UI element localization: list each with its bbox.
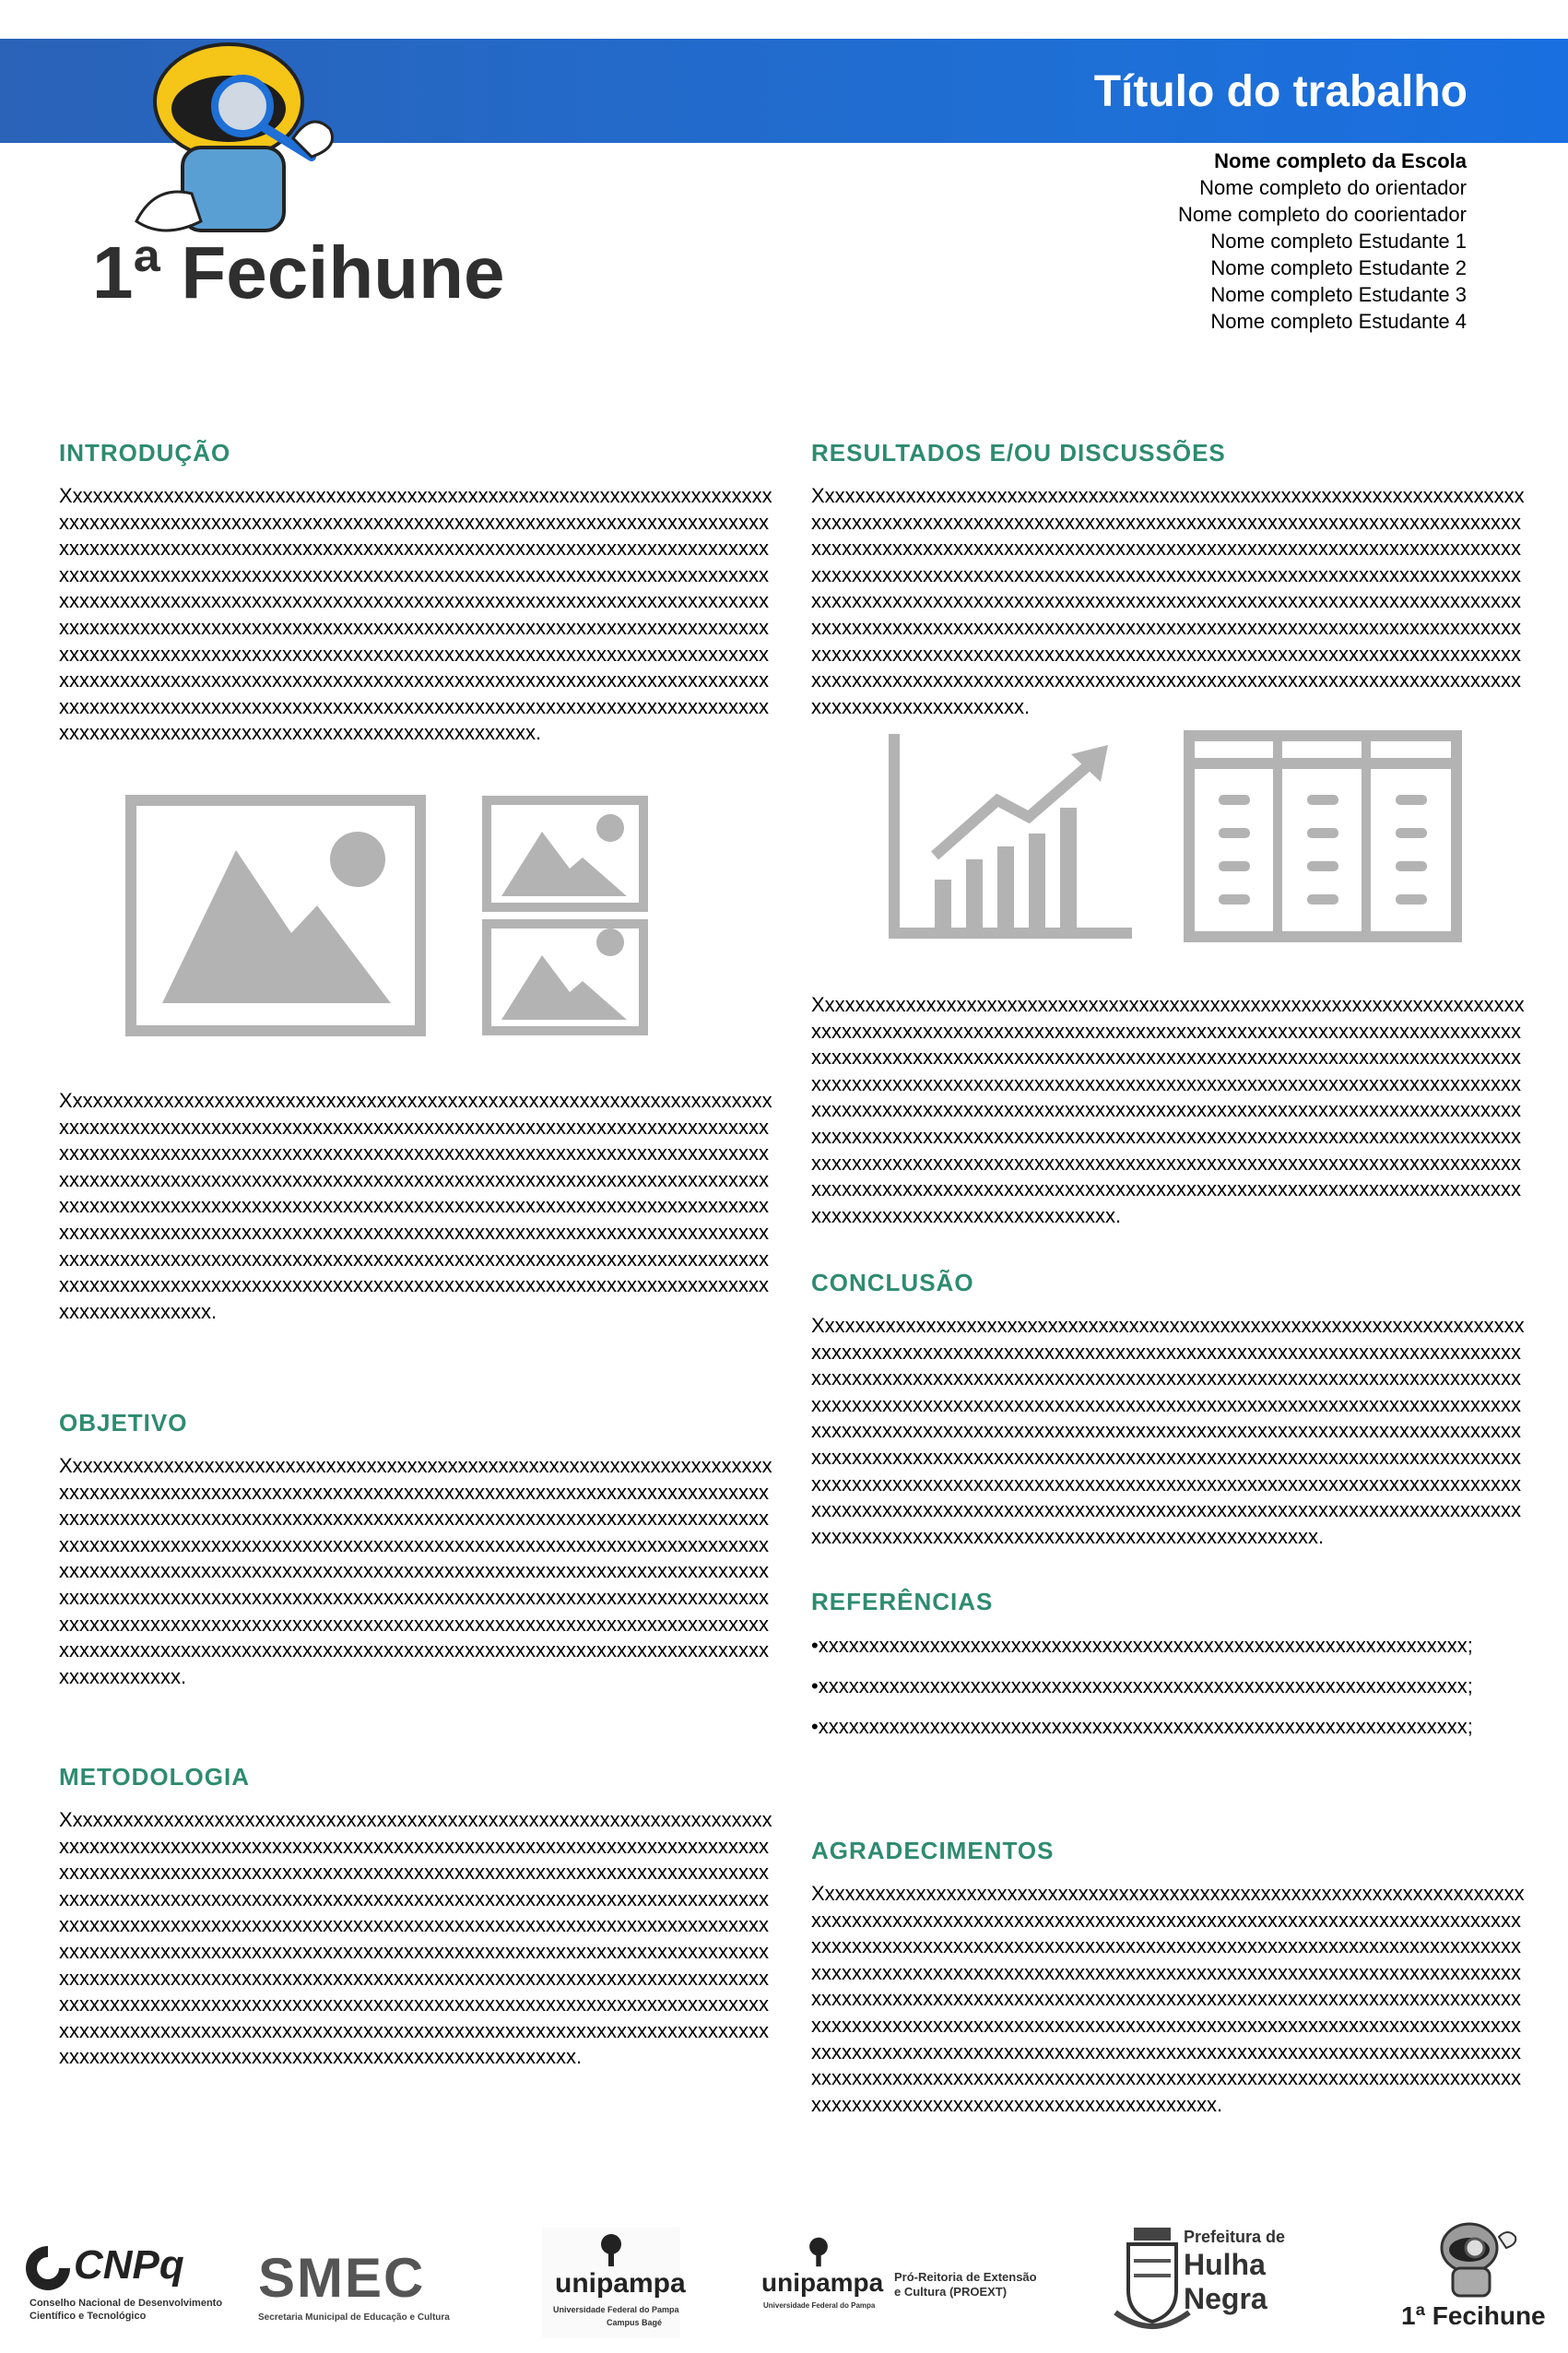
table-icon [1184, 730, 1462, 942]
section-text-objetivo: Xxxxxxxxxxxxxxxxxxxxxxxxxxxxxxxxxxxxxxxxxxxxxxxxxxxxxxxxxxxxxxxxxxxxxxxxxxxxxxxxxxxxxxxxxxxxxxxxxxxxxxxxxxxxxxxxxxxxxxxxxxxxxxxxxxxxxxxxxxxxxxxxxxxxxxxxxxxxxxxxxxxxxxxxxxxxxxxxxxxxxxxxxxxxxxxxxxxxxxxxxxxxxxxxxxxxxxxxxxxxxxxxxxxxxxxxxxxxxxxxxxxxxxxxxxxxxxxxxxxxxxxxxxxxxxxxxxxxxxxxxxxxxxxxxxxxxxxxxxxxxxxxxxxxxxxxxxxxxxxxxxxxxxxxxxxxxxxxxxxxxxxxxxxxxxxxxxxxxxxxxxxxxxxxxxxxxxxxxxxxxxxxxxxxxxxxxxxxxxxxxxxxxxxxxxxxxxxxxxxxxxxxxxxxxxxxxxxxxxxxxxxxxxxxxxxxxxxxxxxxxxxxxxxxxxxxxxxxxxxxxxxxxxxxxxxxxxxxxxxxxxxxxxxxxxxxxxxxxxxxxxxxxxxxxxxxxxxxxxxxxxxxxxxxxxxxxxxxxxxxxxxxxxxxxxxx. [59, 1454, 772, 1688]
poster-title: Título do trabalho [1093, 67, 1468, 116]
unipampa-tree-icon [802, 2235, 835, 2268]
reference-item: •xxxxxxxxxxxxxxxxxxxxxxxxxxxxxxxxxxxxxxxxxxxxxxxxxxxxxxxxxxxxxxxx; [811, 1674, 1473, 1697]
student-name: Nome completo Estudante 3 [1210, 283, 1467, 306]
section-title-agradecimentos: AGRADECIMENTOS [811, 1837, 1055, 1864]
section-text-resultados: Xxxxxxxxxxxxxxxxxxxxxxxxxxxxxxxxxxxxxxxxxxxxxxxxxxxxxxxxxxxxxxxxxxxxxxxxxxxxxxxxxxxxxxxxxxxxxxxxxxxxxxxxxxxxxxxxxxxxxxxxxxxxxxxxxxxxxxxxxxxxxxxxxxxxxxxxxxxxxxxxxxxxxxxxxxxxxxxxxxxxxxxxxxxxxxxxxxxxxxxxxxxxxxxxxxxxxxxxxxxxxxxxxxxxxxxxxxxxxxxxxxxxxxxxxxxxxxxxxxxxxxxxxxxxxxxxxxxxxxxxxxxxxxxxxxxxxxxxxxxxxxxxxxxxxxxxxxxxxxxxxxxxxxxxxxxxxxxxxxxxxxxxxxxxxxxxxxxxxxxxxxxxxxxxxxxxxxxxxxxxxxxxxxxxxxxxxxxxxxxxxxxxxxxxxxxxxxxxxxxxxxxxxxxxxxxxxxxxxxxxxxxxxxxxxxxxxxxxxxxxxxxxxxxxxxxxxxxxxxxxxxxxxxxxxxxxxxxxxxxxxxxxxxxxxxxxxxxxxxxxxxxxxxxxxxxxxxxxxxxxxxxxxxxxxxxxxxxxxxxxxxxxxxxxxxxxxxxxxxxxx. [811, 484, 1525, 718]
coadvisor-name: Nome completo do coorientador [1177, 203, 1467, 226]
section-text-introducao: Xxxxxxxxxxxxxxxxxxxxxxxxxxxxxxxxxxxxxxxxxxxxxxxxxxxxxxxxxxxxxxxxxxxxxxxxxxxxxxxxxxxxxxxxxxxxxxxxxxxxxxxxxxxxxxxxxxxxxxxxxxxxxxxxxxxxxxxxxxxxxxxxxxxxxxxxxxxxxxxxxxxxxxxxxxxxxxxxxxxxxxxxxxxxxxxxxxxxxxxxxxxxxxxxxxxxxxxxxxxxxxxxxxxxxxxxxxxxxxxxxxxxxxxxxxxxxxxxxxxxxxxxxxxxxxxxxxxxxxxxxxxxxxxxxxxxxxxxxxxxxxxxxxxxxxxxxxxxxxxxxxxxxxxxxxxxxxxxxxxxxxxxxxxxxxxxxxxxxxxxxxxxxxxxxxxxxxxxxxxxxxxxxxxxxxxxxxxxxxxxxxxxxxxxxxxxxxxxxxxxxxxxxxxxxxxxxxxxxxxxxxxxxxxxxxxxxxxxxxxxxxxxxxxxxxxxxxxxxxxxxxxxxxxxxxxxxxxxxxxxxxxxxxxxxxxxxxxxxxxxxxxxxxxxxxxxxxxxxxxxxxxxxxxxxxxxxxxxxxxxxxxxxxxxxxxxxxxxxxxxxxxxxxxxxxxxxxxxxxxxxxxxxxxxxxxxxxxxxxxxxxxxxxxxxxxxxxxxxxxxxxxxxxxxxxxxxxxxxxxxxxxxxxxxxxxxxxxxx. [59, 484, 772, 745]
image-pair-icon [481, 795, 649, 1036]
section-text-metodologia: Xxxxxxxxxxxxxxxxxxxxxxxxxxxxxxxxxxxxxxxxxxxxxxxxxxxxxxxxxxxxxxxxxxxxxxxxxxxxxxxxxxxxxxxxxxxxxxxxxxxxxxxxxxxxxxxxxxxxxxxxxxxxxxxxxxxxxxxxxxxxxxxxxxxxxxxxxxxxxxxxxxxxxxxxxxxxxxxxxxxxxxxxxxxxxxxxxxxxxxxxxxxxxxxxxxxxxxxxxxxxxxxxxxxxxxxxxxxxxxxxxxxxxxxxxxxxxxxxxxxxxxxxxxxxxxxxxxxxxxxxxxxxxxxxxxxxxxxxxxxxxxxxxxxxxxxxxxxxxxxxxxxxxxxxxxxxxxxxxxxxxxxxxxxxxxxxxxxxxxxxxxxxxxxxxxxxxxxxxxxxxxxxxxxxxxxxxxxxxxxxxxxxxxxxxxxxxxxxxxxxxxxxxxxxxxxxxxxxxxxxxxxxxxxxxxxxxxxxxxxxxxxxxxxxxxxxxxxxxxxxxxxxxxxxxxxxxxxxxxxxxxxxxxxxxxxxxxxxxxxxxxxxxxxxxxxxxxxxxxxxxxxxxxxxxxxxxxxxxxxxxxxxxxxxxxxxxxxxxxxxxxxxxxxxxxxxxxxxxxxxxxxxxxxxxxxxxxxxxxxxxxxxxxxxxxxxxxxxxxxxxxxxxxxxxxxxxxxxxxxxxxxxxxxxxxxxxxxxxxxxx. [59, 1808, 772, 2069]
reference-item: •xxxxxxxxxxxxxxxxxxxxxxxxxxxxxxxxxxxxxxxxxxxxxxxxxxxxxxxxxxxxxxxx; [811, 1634, 1473, 1657]
author-block [1178, 148, 1467, 335]
section-title-introducao: INTRODUÇÃO [59, 439, 231, 467]
event-name: 1ª Fecihune [92, 231, 505, 313]
bar-chart-icon [887, 734, 1132, 940]
unipampa-tree-icon [593, 2231, 630, 2268]
section-title-metodologia: METODOLOGIA [59, 1763, 250, 1791]
image-placeholder-icon [125, 795, 426, 1036]
logo-fecihune-footer: 1ª Fecihune [1401, 2217, 1563, 2336]
student-name: Nome completo Estudante 4 [1210, 310, 1467, 333]
logo-unipampa-campus: unipampa Universidade Federal do Pampa Campus Bagé [542, 2228, 680, 2338]
student-name: Nome completo Estudante 1 [1210, 230, 1467, 253]
city-crest-icon [1115, 2224, 1189, 2338]
reference-item: •xxxxxxxxxxxxxxxxxxxxxxxxxxxxxxxxxxxxxxxxxxxxxxxxxxxxxxxxxxxxxxxx; [811, 1715, 1473, 1738]
section-text-conclusao: Xxxxxxxxxxxxxxxxxxxxxxxxxxxxxxxxxxxxxxxxxxxxxxxxxxxxxxxxxxxxxxxxxxxxxxxxxxxxxxxxxxxxxxxxxxxxxxxxxxxxxxxxxxxxxxxxxxxxxxxxxxxxxxxxxxxxxxxxxxxxxxxxxxxxxxxxxxxxxxxxxxxxxxxxxxxxxxxxxxxxxxxxxxxxxxxxxxxxxxxxxxxxxxxxxxxxxxxxxxxxxxxxxxxxxxxxxxxxxxxxxxxxxxxxxxxxxxxxxxxxxxxxxxxxxxxxxxxxxxxxxxxxxxxxxxxxxxxxxxxxxxxxxxxxxxxxxxxxxxxxxxxxxxxxxxxxxxxxxxxxxxxxxxxxxxxxxxxxxxxxxxxxxxxxxxxxxxxxxxxxxxxxxxxxxxxxxxxxxxxxxxxxxxxxxxxxxxxxxxxxxxxxxxxxxxxxxxxxxxxxxxxxxxxxxxxxxxxxxxxxxxxxxxxxxxxxxxxxxxxxxxxxxxxxxxxxxxxxxxxxxxxxxxxxxxxxxxxxxxxxxxxxxxxxxxxxxxxxxxxxxxxxxxxxxxxxxxxxxxxxxxxxxxxxxxxxxxxxxxxxxxxxxxxxxxxxxxxxxxxxxxxxxxxxxx. [811, 1314, 1525, 1548]
logo-unipampa-proext: unipampa Universidade Federal do Pampa Pró-Reitoria de Extensão e Cultura (PROEXT) [761, 2231, 1075, 2323]
logo-cnpq: CNPq Conselho Nacional de Desenvolvimento Científico e Tecnológico [20, 2239, 223, 2331]
section-text-introducao-2: Xxxxxxxxxxxxxxxxxxxxxxxxxxxxxxxxxxxxxxxxxxxxxxxxxxxxxxxxxxxxxxxxxxxxxxxxxxxxxxxxxxxxxxxxxxxxxxxxxxxxxxxxxxxxxxxxxxxxxxxxxxxxxxxxxxxxxxxxxxxxxxxxxxxxxxxxxxxxxxxxxxxxxxxxxxxxxxxxxxxxxxxxxxxxxxxxxxxxxxxxxxxxxxxxxxxxxxxxxxxxxxxxxxxxxxxxxxxxxxxxxxxxxxxxxxxxxxxxxxxxxxxxxxxxxxxxxxxxxxxxxxxxxxxxxxxxxxxxxxxxxxxxxxxxxxxxxxxxxxxxxxxxxxxxxxxxxxxxxxxxxxxxxxxxxxxxxxxxxxxxxxxxxxxxxxxxxxxxxxxxxxxxxxxxxxxxxxxxxxxxxxxxxxxxxxxxxxxxxxxxxxxxxxxxxxxxxxxxxxxxxxxxxxxxxxxxxxxxxxxxxxxxxxxxxxxxxxxxxxxxxxxxxxxxxxxxxxxxxxxxxxxxxxxxxxxxxxxxxxxxxxxxxxxxxxxxxxxxxxxxxxxxxxxxxxxxxxxxxxxxxxxxxxxxxxxxxxx. [59, 1089, 772, 1323]
mascot-robot-icon [1429, 2217, 1521, 2300]
section-text-agradecimentos: Xxxxxxxxxxxxxxxxxxxxxxxxxxxxxxxxxxxxxxxxxxxxxxxxxxxxxxxxxxxxxxxxxxxxxxxxxxxxxxxxxxxxxxxxxxxxxxxxxxxxxxxxxxxxxxxxxxxxxxxxxxxxxxxxxxxxxxxxxxxxxxxxxxxxxxxxxxxxxxxxxxxxxxxxxxxxxxxxxxxxxxxxxxxxxxxxxxxxxxxxxxxxxxxxxxxxxxxxxxxxxxxxxxxxxxxxxxxxxxxxxxxxxxxxxxxxxxxxxxxxxxxxxxxxxxxxxxxxxxxxxxxxxxxxxxxxxxxxxxxxxxxxxxxxxxxxxxxxxxxxxxxxxxxxxxxxxxxxxxxxxxxxxxxxxxxxxxxxxxxxxxxxxxxxxxxxxxxxxxxxxxxxxxxxxxxxxxxxxxxxxxxxxxxxxxxxxxxxxxxxxxxxxxxxxxxxxxxxxxxxxxxxxxxxxxxxxxxxxxxxxxxxxxxxxxxxxxxxxxxxxxxxxxxxxxxxxxxxxxxxxxxxxxxxxxxxxxxxxxxxxxxxxxxxxxxxxxxxxxxxxxxxxxxxxxxxxxxxxxxxxxxxxxxxxxxxxxxxxxxxxxxxxxxxxxxxxxxxxxxx. [811, 1882, 1525, 2116]
section-title-resultados: RESULTADOS E/OU DISCUSSÕES [811, 439, 1226, 467]
section-text-resultados-2: Xxxxxxxxxxxxxxxxxxxxxxxxxxxxxxxxxxxxxxxxxxxxxxxxxxxxxxxxxxxxxxxxxxxxxxxxxxxxxxxxxxxxxxxxxxxxxxxxxxxxxxxxxxxxxxxxxxxxxxxxxxxxxxxxxxxxxxxxxxxxxxxxxxxxxxxxxxxxxxxxxxxxxxxxxxxxxxxxxxxxxxxxxxxxxxxxxxxxxxxxxxxxxxxxxxxxxxxxxxxxxxxxxxxxxxxxxxxxxxxxxxxxxxxxxxxxxxxxxxxxxxxxxxxxxxxxxxxxxxxxxxxxxxxxxxxxxxxxxxxxxxxxxxxxxxxxxxxxxxxxxxxxxxxxxxxxxxxxxxxxxxxxxxxxxxxxxxxxxxxxxxxxxxxxxxxxxxxxxxxxxxxxxxxxxxxxxxxxxxxxxxxxxxxxxxxxxxxxxxxxxxxxxxxxxxxxxxxxxxxxxxxxxxxxxxxxxxxxxxxxxxxxxxxxxxxxxxxxxxxxxxxxxxxxxxxxxxxxxxxxxxxxxxxxxxxxxxxxxxxxxxxxxxxxxxxxxxxxxxxxxxxxxxxxxxxxxxxxxxxxxxxxxxxxxxxxxxxxxxxxxxxxxxxxxx. [811, 993, 1525, 1227]
section-title-conclusao: CONCLUSÃO [811, 1269, 974, 1296]
section-title-objetivo: OBJETIVO [59, 1409, 188, 1437]
student-name: Nome completo Estudante 2 [1210, 256, 1467, 279]
cnpq-emblem-icon [20, 2242, 76, 2294]
advisor-name: Nome completo do orientador [1199, 176, 1467, 199]
section-title-referencias: REFERÊNCIAS [811, 1588, 994, 1615]
logo-smec: SMEC Secretaria Municipal de Educação e Cultura [258, 2247, 450, 2323]
logo-prefeitura: Prefeitura de Hulha Negra [1112, 2222, 1351, 2342]
school-name: Nome completo da Escola [1214, 149, 1467, 172]
